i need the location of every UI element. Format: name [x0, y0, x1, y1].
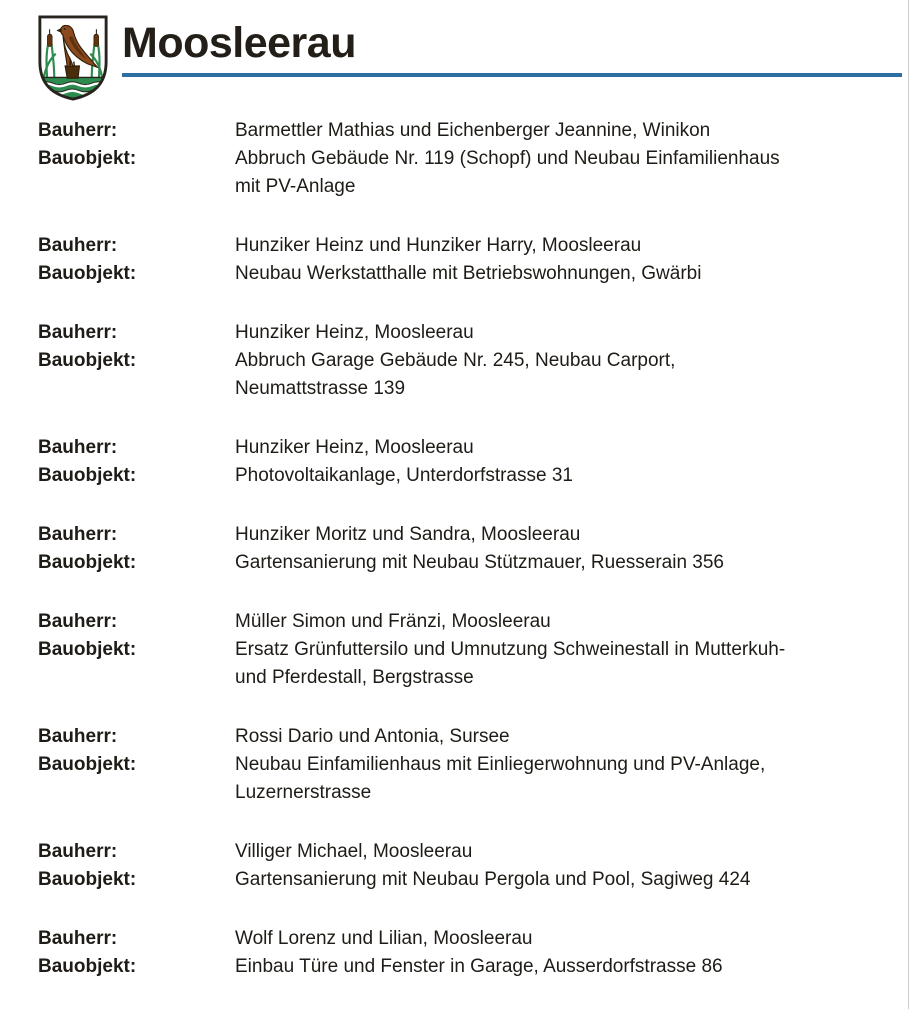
bauobjekt-label: Bauobjekt: [38, 552, 137, 573]
bauherr-label: Bauherr: [38, 726, 118, 747]
building-permit-entry [38, 434, 888, 490]
bauherr-value: Hunziker Heinz, Moosleerau [235, 322, 474, 343]
building-permit-entry [38, 608, 888, 692]
building-permit-entry [38, 925, 888, 981]
page-header [0, 0, 914, 102]
header-title-block [122, 14, 902, 77]
bauobjekt-value: Gartensanierung mit Neubau Stützmauer, Ruesserain 356 [235, 552, 724, 573]
bauobjekt-value: Photovoltaikanlage, Unterdorfstrasse 31 [235, 465, 573, 486]
bauherr-value: Hunziker Moritz und Sandra, Moosleerau [235, 524, 581, 545]
bauobjekt-value: Ersatz Grünfuttersilo und Umnutzung Schweinestall in Mutterkuh- und Pferdestall, Bergstrasse [235, 639, 786, 688]
bauherr-label: Bauherr: [38, 235, 118, 256]
bauobjekt-value: Abbruch Gebäude Nr. 119 (Schopf) und Neubau Einfamilienhaus mit PV-Anlage [235, 148, 780, 197]
building-permit-entry [38, 521, 888, 577]
building-permit-entry [38, 232, 888, 288]
page-title: Moosleerau [122, 19, 356, 67]
entries-list [0, 102, 914, 981]
bauherr-value: Villiger Michael, Moosleerau [235, 841, 473, 862]
bauherr-value: Wolf Lorenz und Lilian, Moosleerau [235, 928, 533, 949]
bauobjekt-label: Bauobjekt: [38, 869, 137, 890]
bauobjekt-label: Bauobjekt: [38, 956, 137, 977]
bauobjekt-label: Bauobjekt: [38, 148, 137, 169]
bauherr-label: Bauherr: [38, 928, 118, 949]
bauherr-label: Bauherr: [38, 841, 118, 862]
bauherr-value: Barmettler Mathias und Eichenberger Jeannine, Winikon [235, 120, 711, 141]
bauherr-value: Hunziker Heinz und Hunziker Harry, Moosleerau [235, 235, 642, 256]
bauherr-label: Bauherr: [38, 322, 118, 343]
bauobjekt-value: Abbruch Garage Gebäude Nr. 245, Neubau Carport, Neumattstrasse 139 [235, 350, 676, 399]
bauobjekt-label: Bauobjekt: [38, 754, 137, 775]
building-permit-entry [38, 838, 888, 894]
header-accent-line [122, 73, 902, 77]
bauherr-value: Müller Simon und Fränzi, Moosleerau [235, 611, 551, 632]
bauobjekt-value: Gartensanierung mit Neubau Pergola und Pool, Sagiweg 424 [235, 869, 751, 890]
building-permit-entry [38, 117, 888, 201]
bauobjekt-label: Bauobjekt: [38, 350, 137, 371]
building-permit-entry [38, 319, 888, 403]
bauobjekt-label: Bauobjekt: [38, 639, 137, 660]
bauherr-label: Bauherr: [38, 437, 118, 458]
bauobjekt-label: Bauobjekt: [38, 263, 137, 284]
bauobjekt-value: Einbau Türe und Fenster in Garage, Ausserdorfstrasse 86 [235, 956, 723, 977]
bauobjekt-value: Neubau Einfamilienhaus mit Einliegerwohnung und PV-Anlage, Luzernerstrasse [235, 754, 766, 803]
stump [65, 66, 79, 78]
bauobjekt-label: Bauobjekt: [38, 465, 137, 486]
bauherr-label: Bauherr: [38, 120, 118, 141]
bauherr-value: Rossi Dario und Antonia, Sursee [235, 726, 510, 747]
bauherr-label: Bauherr: [38, 611, 118, 632]
bauherr-label: Bauherr: [38, 524, 118, 545]
bauobjekt-value: Neubau Werkstatthalle mit Betriebswohnungen, Gwärbi [235, 263, 702, 284]
bauherr-value: Hunziker Heinz, Moosleerau [235, 437, 474, 458]
building-permit-entry [38, 723, 888, 807]
page-right-border [908, 0, 909, 1009]
moosleerau-coat-of-arms-icon [37, 14, 109, 102]
